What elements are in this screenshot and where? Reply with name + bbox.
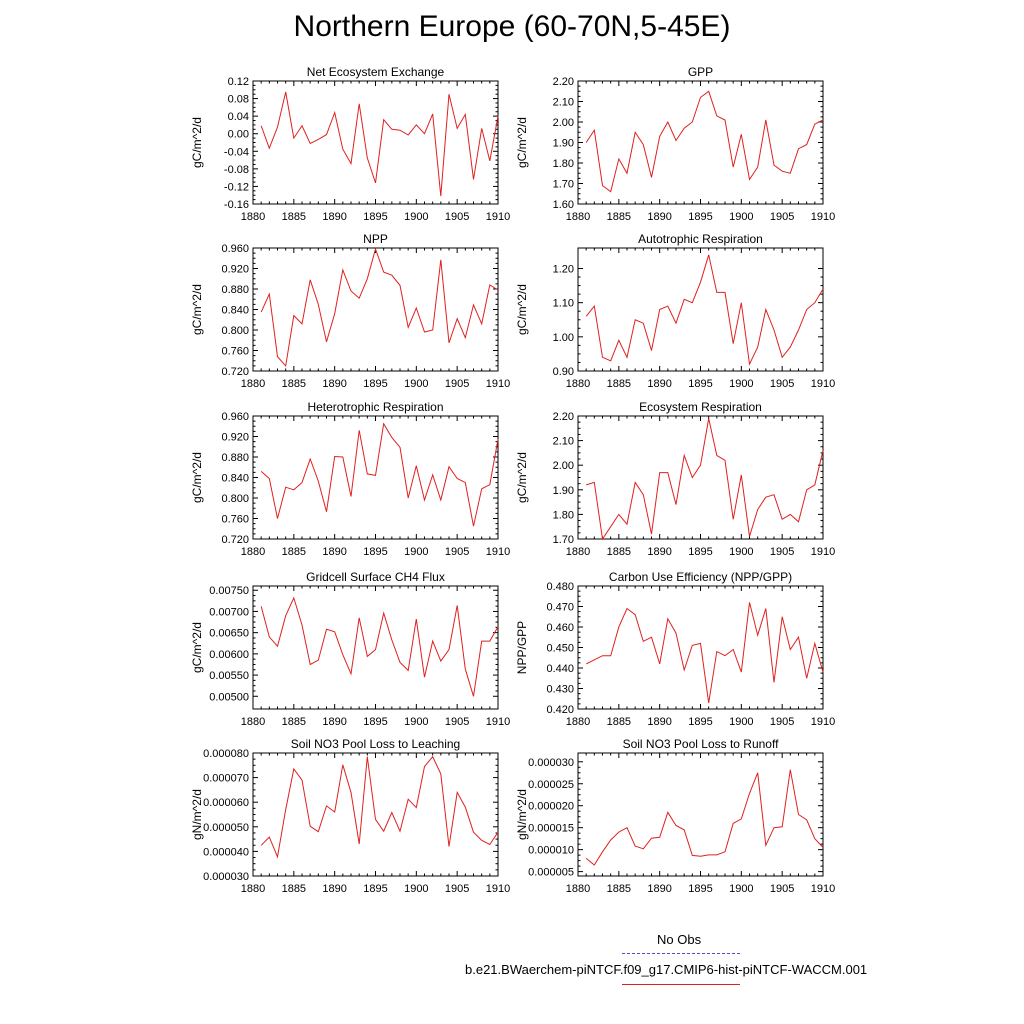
panel-title: Heterotrophic Respiration — [307, 400, 444, 414]
x-tick-label: 1885 — [606, 883, 632, 895]
x-tick-label: 1895 — [688, 716, 713, 728]
y-tick-label: 0.430 — [546, 683, 574, 696]
y-tick-label: 0.760 — [221, 345, 249, 358]
series-line — [261, 598, 498, 696]
x-tick-label: 1890 — [647, 716, 672, 728]
x-tick-label: 1895 — [688, 546, 713, 558]
y-axis-label: gC/m^2/d — [190, 284, 204, 335]
x-tick-label: 1905 — [444, 546, 470, 558]
x-tick-label: 1905 — [769, 211, 795, 223]
x-tick-label: 1895 — [363, 883, 388, 895]
y-tick-label: 1.80 — [552, 509, 574, 522]
panel-4 — [515, 232, 835, 390]
series-line — [586, 602, 823, 703]
x-tick-label: 1880 — [240, 378, 266, 390]
x-tick-label: 1905 — [769, 716, 795, 728]
x-tick-label: 1890 — [322, 716, 347, 728]
y-tick-label: 0.00750 — [209, 585, 249, 598]
x-tick-label: 1910 — [810, 378, 836, 390]
x-tick-label: 1885 — [281, 211, 307, 223]
series-line — [586, 91, 823, 191]
x-tick-label: 1880 — [565, 883, 591, 895]
y-tick-label: -0.16 — [223, 199, 249, 211]
panel-8 — [515, 570, 835, 728]
x-tick-label: 1895 — [688, 378, 713, 390]
y-tick-label: 2.00 — [552, 460, 574, 473]
x-tick-label: 1900 — [404, 211, 429, 223]
x-tick-label: 1890 — [322, 378, 347, 390]
x-tick-label: 1905 — [769, 546, 795, 558]
x-tick-label: 1900 — [729, 883, 754, 895]
x-tick-label: 1910 — [810, 716, 836, 728]
y-axis-label: gC/m^2/d — [190, 622, 204, 673]
y-tick-label: 1.20 — [552, 263, 574, 276]
series-line — [261, 92, 498, 196]
x-tick-label: 1910 — [485, 211, 511, 223]
x-tick-label: 1895 — [688, 211, 713, 223]
x-tick-label: 1880 — [565, 211, 591, 223]
y-tick-label: 0.90 — [552, 366, 574, 378]
y-tick-label: 0.450 — [546, 642, 574, 655]
x-tick-label: 1900 — [729, 211, 754, 223]
y-tick-label: -0.04 — [223, 146, 249, 159]
legend-obs-line — [622, 953, 740, 954]
x-tick-label: 1895 — [688, 883, 713, 895]
series-line — [586, 419, 823, 540]
x-tick-label: 1880 — [565, 546, 591, 558]
panel-title: Ecosystem Respiration — [639, 400, 762, 414]
plot-frame — [578, 81, 823, 204]
x-tick-label: 1895 — [363, 716, 388, 728]
y-axis-label: gC/m^2/d — [190, 452, 204, 503]
plot-frame — [253, 248, 498, 371]
y-tick-label: 0.00 — [227, 128, 249, 141]
panel-1 — [190, 65, 510, 223]
y-axis-label: gN/m^2/d — [190, 789, 204, 840]
y-tick-label: 0.000080 — [203, 748, 249, 760]
x-tick-label: 1890 — [322, 211, 347, 223]
x-tick-label: 1885 — [606, 378, 632, 390]
y-tick-label: 0.000010 — [528, 844, 574, 857]
x-tick-label: 1885 — [281, 883, 307, 895]
legend-case-line — [622, 984, 740, 985]
y-tick-label: 0.000060 — [203, 797, 249, 810]
panel-title: Soil NO3 Pool Loss to Leaching — [290, 737, 461, 751]
panel-2 — [515, 65, 835, 223]
y-tick-label: 0.800 — [221, 325, 249, 337]
y-tick-label: 0.000070 — [203, 772, 249, 785]
y-tick-label: 0.12 — [227, 76, 249, 88]
y-tick-label: 0.04 — [227, 111, 249, 124]
x-tick-label: 1885 — [606, 716, 632, 728]
y-tick-label: 1.90 — [552, 137, 574, 150]
panel-title: Autotrophic Respiration — [638, 232, 763, 246]
y-tick-label: 0.000015 — [528, 822, 574, 835]
y-tick-label: 0.470 — [546, 601, 574, 614]
x-tick-label: 1880 — [565, 378, 591, 390]
y-tick-label: 0.00500 — [209, 691, 249, 704]
panel-title: Net Ecosystem Exchange — [306, 65, 445, 79]
y-tick-label: 0.000020 — [528, 800, 574, 813]
x-tick-label: 1910 — [485, 378, 511, 390]
x-tick-label: 1890 — [647, 883, 672, 895]
x-tick-label: 1885 — [281, 546, 307, 558]
y-tick-label: 0.880 — [221, 284, 249, 296]
x-tick-label: 1900 — [404, 378, 429, 390]
series-line — [261, 249, 498, 366]
panel-7 — [190, 570, 510, 728]
x-tick-label: 1895 — [363, 211, 388, 223]
y-tick-label: 0.00550 — [209, 670, 249, 683]
legend-case-label: b.e21.BWaerchem-piNTCF.f09_g17.CMIP6-hist-piNTCF-WACCM.001 — [465, 962, 868, 977]
y-tick-label: 2.00 — [552, 117, 574, 129]
y-tick-label: 1.60 — [552, 199, 574, 211]
panel-3 — [190, 232, 510, 390]
x-tick-label: 1885 — [606, 211, 632, 223]
y-axis-label: gC/m^2/d — [515, 452, 529, 503]
y-tick-label: 0.840 — [221, 472, 249, 485]
x-tick-label: 1905 — [444, 378, 470, 390]
x-tick-label: 1880 — [240, 883, 266, 895]
panel-10 — [515, 737, 835, 895]
y-tick-label: -0.12 — [223, 181, 249, 194]
plot-frame — [578, 753, 823, 876]
plot-frame — [578, 586, 823, 709]
y-tick-label: 2.10 — [552, 96, 574, 109]
panel-9 — [190, 737, 510, 895]
plot-frame — [253, 416, 498, 539]
panel-title: GPP — [687, 65, 714, 79]
panel-title: Carbon Use Efficiency (NPP/GPP) — [608, 570, 793, 584]
y-tick-label: 0.960 — [221, 243, 249, 255]
x-tick-label: 1890 — [647, 378, 672, 390]
y-tick-label: 2.20 — [552, 411, 574, 423]
x-tick-label: 1905 — [444, 716, 470, 728]
y-tick-label: 0.00650 — [209, 627, 249, 640]
x-tick-label: 1910 — [810, 211, 836, 223]
y-tick-label: 0.880 — [221, 452, 249, 464]
page-title: Northern Europe (60-70N,5-45E) — [293, 10, 731, 43]
panel-title: Gridcell Surface CH4 Flux — [306, 570, 445, 584]
series-line — [261, 424, 498, 527]
x-tick-label: 1880 — [240, 546, 266, 558]
x-tick-label: 1885 — [281, 716, 307, 728]
series-line — [261, 757, 498, 857]
x-tick-label: 1910 — [485, 883, 511, 895]
y-axis-label: gC/m^2/d — [190, 117, 204, 168]
panel-title: Soil NO3 Pool Loss to Runoff — [622, 737, 779, 751]
x-tick-label: 1900 — [729, 378, 754, 390]
y-tick-label: 0.440 — [546, 663, 574, 675]
panel-5 — [190, 400, 510, 558]
y-tick-label: 0.800 — [221, 493, 249, 505]
y-tick-label: 1.00 — [552, 331, 574, 344]
x-tick-label: 1910 — [810, 546, 836, 558]
plot-frame — [253, 81, 498, 204]
y-tick-label: 0.460 — [546, 622, 574, 634]
x-tick-label: 1895 — [363, 378, 388, 390]
y-tick-label: 0.000030 — [528, 756, 574, 769]
panel-title: NPP — [363, 232, 388, 246]
y-tick-label: 1.10 — [552, 297, 574, 310]
x-tick-label: 1890 — [322, 883, 347, 895]
y-tick-label: 1.80 — [552, 158, 574, 170]
y-tick-label: 0.00600 — [209, 648, 249, 661]
y-tick-label: 0.960 — [221, 411, 249, 423]
x-tick-label: 1910 — [485, 546, 511, 558]
y-axis-label: gC/m^2/d — [515, 284, 529, 335]
y-axis-label: NPP/GPP — [515, 620, 529, 675]
x-tick-label: 1885 — [606, 546, 632, 558]
y-tick-label: 0.720 — [221, 534, 249, 546]
x-tick-label: 1890 — [322, 546, 347, 558]
series-line — [586, 770, 823, 865]
y-tick-label: 2.10 — [552, 435, 574, 448]
x-tick-label: 1910 — [810, 883, 836, 895]
x-tick-label: 1900 — [404, 883, 429, 895]
y-tick-label: 1.70 — [552, 534, 574, 546]
y-tick-label: 0.00700 — [209, 606, 249, 619]
x-tick-label: 1880 — [240, 716, 266, 728]
y-tick-label: 0.000040 — [203, 846, 249, 859]
x-tick-label: 1910 — [485, 716, 511, 728]
y-tick-label: 0.920 — [221, 263, 249, 276]
x-tick-label: 1900 — [404, 716, 429, 728]
x-tick-label: 1890 — [647, 211, 672, 223]
x-tick-label: 1905 — [444, 883, 470, 895]
series-line — [586, 255, 823, 364]
y-axis-label: gC/m^2/d — [515, 117, 529, 168]
y-tick-label: 2.20 — [552, 76, 574, 88]
x-tick-label: 1885 — [281, 378, 307, 390]
x-tick-label: 1905 — [769, 883, 795, 895]
x-tick-label: 1900 — [729, 546, 754, 558]
x-tick-label: 1880 — [565, 716, 591, 728]
legend-obs-label: No Obs — [657, 932, 702, 947]
y-tick-label: 0.420 — [546, 704, 574, 716]
y-tick-label: 0.000025 — [528, 778, 574, 791]
y-tick-label: 0.000050 — [203, 821, 249, 834]
x-tick-label: 1900 — [729, 716, 754, 728]
x-tick-label: 1905 — [444, 211, 470, 223]
y-tick-label: 0.920 — [221, 431, 249, 444]
x-tick-label: 1905 — [769, 378, 795, 390]
y-tick-label: 0.000005 — [528, 866, 574, 879]
y-tick-label: 0.000030 — [203, 871, 249, 883]
x-tick-label: 1895 — [363, 546, 388, 558]
y-tick-label: 0.840 — [221, 304, 249, 317]
y-tick-label: -0.08 — [223, 163, 249, 176]
y-tick-label: 0.760 — [221, 513, 249, 526]
y-axis-label: gN/m^2/d — [515, 789, 529, 840]
x-tick-label: 1880 — [240, 211, 266, 223]
y-tick-label: 0.08 — [227, 93, 249, 106]
x-tick-label: 1890 — [647, 546, 672, 558]
plot-frame — [253, 753, 498, 876]
x-tick-label: 1900 — [404, 546, 429, 558]
y-tick-label: 1.90 — [552, 484, 574, 497]
y-tick-label: 1.70 — [552, 178, 574, 191]
panel-6 — [515, 400, 835, 558]
y-tick-label: 0.480 — [546, 581, 574, 593]
y-tick-label: 0.720 — [221, 366, 249, 378]
